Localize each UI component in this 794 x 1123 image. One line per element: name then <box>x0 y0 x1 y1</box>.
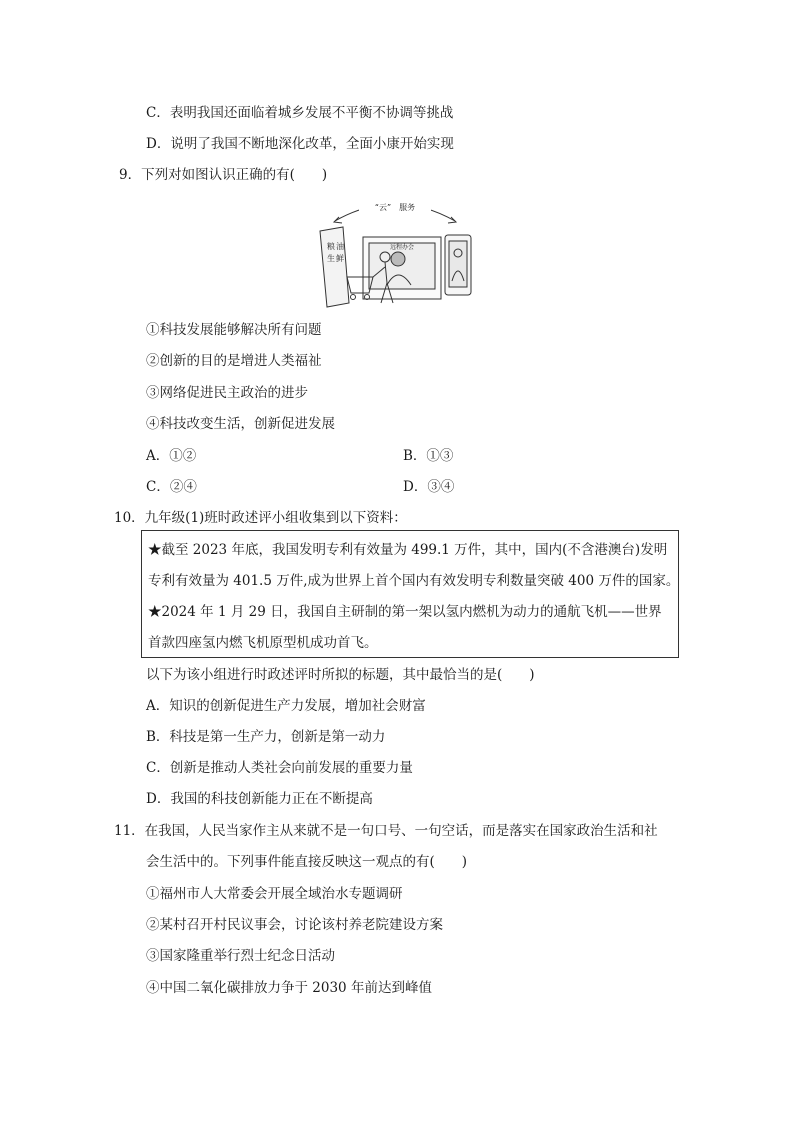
q10-option-c: C．创新是推动人类社会向前发展的重要力量 <box>146 760 413 776</box>
q9-figure-sign-char: 粮 <box>327 242 335 251</box>
q9-stem: 9．下列对如图认识正确的有( ) <box>119 167 328 183</box>
q10-option-b: B．科技是第一生产力，创新是第一动力 <box>146 729 386 745</box>
q11-item-1: ①福州市人大常委会开展全域治水专题调研 <box>146 886 403 902</box>
q10-stem: 10．九年级(1)班时政述评小组收集到以下资料： <box>114 510 407 526</box>
q9-item-2: ②创新的目的是增进人类福祉 <box>146 353 322 369</box>
q9-item-1: ①科技发展能够解决所有问题 <box>146 322 322 338</box>
q10-material-line: 专利有效量为 401.5 万件,成为世界上首个国内有效发明专利数量突破 400 万件的国家。 <box>148 573 680 589</box>
q11-stem-line1: 11．在我国，人民当家作主从来就不是一句口号、一句空话，而是落实在国家政治生活和社 <box>114 823 658 839</box>
q10-material-line: 首款四座氢内燃飞机原型机成功首飞。 <box>148 635 378 651</box>
q9-figure-sign-char: 鲜 <box>336 254 344 263</box>
q10-material-box <box>141 530 679 658</box>
q9-option-c: C．②④ <box>146 479 197 495</box>
q9-figure-cloud-label: “云” 服务 <box>374 203 416 212</box>
q9-item-4: ④科技改变生活，创新促进发展 <box>146 416 335 432</box>
q11-item-4: ④中国二氧化碳排放力争于 2030 年前达到峰值 <box>146 980 432 996</box>
q10-option-a: A．知识的创新促进生产力发展，增加社会财富 <box>146 698 426 714</box>
q11-item-2: ②某村召开村民议事会，讨论该村养老院建设方案 <box>146 917 443 933</box>
q11-stem-line2: 会生活中的。下列事件能直接反映这一观点的有( ) <box>146 854 468 870</box>
q9-figure-screen-label: 远程办会 <box>389 244 415 251</box>
q9-option-b: B．①③ <box>403 448 454 464</box>
q9-figure-sign-char: 生 <box>327 254 335 263</box>
q9-figure-sign-char: 油 <box>336 242 344 251</box>
q8-option-d: D．说明了我国不断地深化改革，全面小康开始实现 <box>146 136 454 152</box>
q10-question: 以下为该小组进行时政述评时所拟的标题，其中最恰当的是( ) <box>146 667 535 683</box>
q11-item-3: ③国家隆重举行烈士纪念日活动 <box>146 948 335 964</box>
q10-material-line: ★2024 年 1 月 29 日，我国自主研制的第一架以氢内燃机为动力的通航飞机——世界 <box>148 604 662 620</box>
q9-option-d: D．③④ <box>403 479 455 495</box>
q8-option-c: C．表明我国还面临着城乡发展不平衡不协调等挑战 <box>146 105 454 121</box>
q9-option-a: A．①② <box>146 448 197 464</box>
q10-option-d: D．我国的科技创新能力正在不断提高 <box>146 791 373 807</box>
q10-material-line: ★截至 2023 年底，我国发明专利有效量为 499.1 万件，其中，国内(不含港澳台)发明 <box>148 542 668 558</box>
q9-item-3: ③网络促进民主政治的进步 <box>146 385 308 401</box>
q9-illustration <box>315 193 475 311</box>
